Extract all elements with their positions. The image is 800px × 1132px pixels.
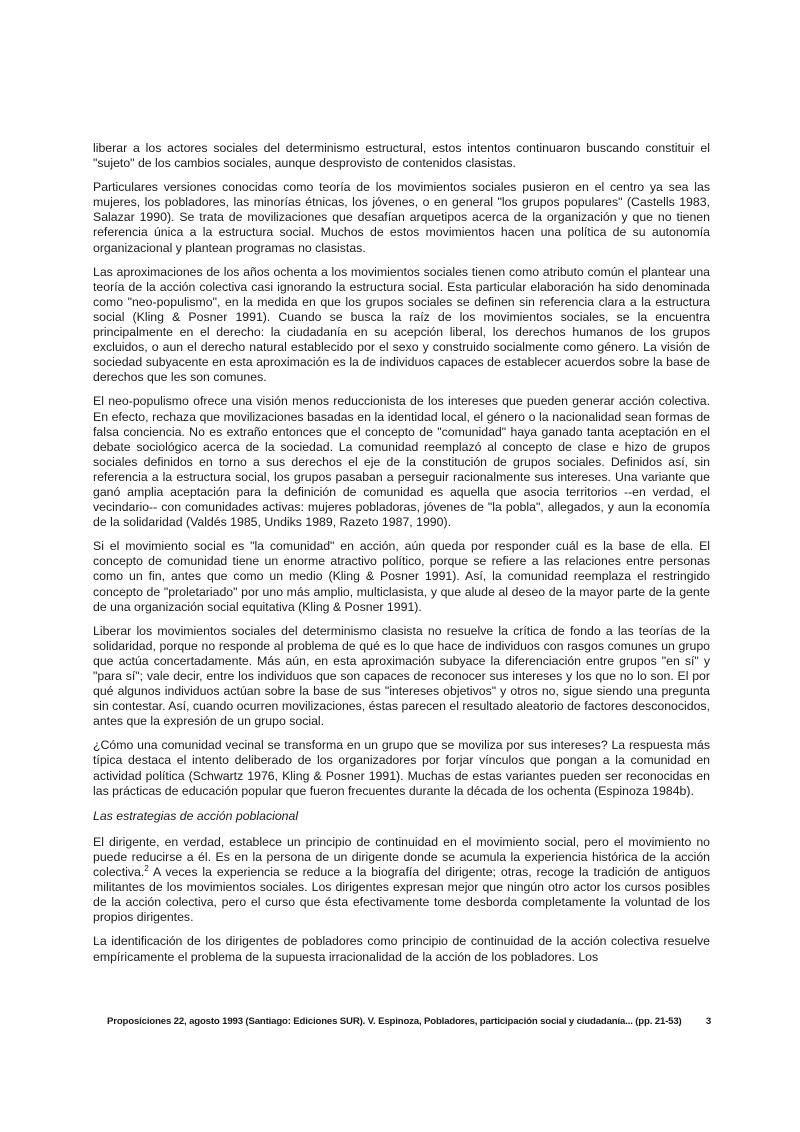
paragraph-9: La identificación de los dirigentes de pobladores como principio de continuidad de la acción colectiva resuelve empíricamente el problema de la supuesta irracionalidad de la acción de los pobladores. Los <box>93 934 710 964</box>
paragraph-5: Si el movimiento social es "la comunidad" en acción, aún queda por responder cuál es la base de ella. El concepto de comunidad tiene un enorme atractivo político, porque se refiere a las relaciones entre personas como un fin, antes que como un medio (Kling & Posner 1991). Así, la comunidad reemplaza el restringido concepto de "proletariado" por uno más amplio, multiclasista, y que alude al deseo de la mayor parte de la gente de una organización social equitativa (Kling & Posner 1991). <box>93 539 710 614</box>
page-footer <box>107 1016 711 1027</box>
paragraph-8-text-start: El dirigente, en verdad, establece un principio de continuidad en el movimiento social, pero el movimiento no puede reducirse a él. Es en la persona de un dirigente donde se acumula la experiencia histórica de la acción colectiva. <box>93 834 710 880</box>
paragraph-6: Liberar los movimientos sociales del determinismo clasista no resuelve la crítica de fondo a las teorías de la solidaridad, porque no responde al problema de qué es lo que hace de individuos con rasgos comunes un grupo que actúa concertadamente. Más aún, en esta aproximación subyace la diferenciación entre grupos "en sí" y "para sí"; vale decir, entre los individuos que son capaces de reconocer sus intereses y los que no lo son. El por qué algunos individuos actúan sobre la base de sus "intereses objetivos" y otros no, sigue siendo una pregunta sin contestar. Así, cuando ocurren movilizaciones, éstas parecen el resultado aleatorio de factores desconocidos, antes que la expresión de un grupo social. <box>93 623 710 729</box>
paragraph-8 <box>93 835 710 926</box>
footnote-marker[interactable]: 2 <box>144 863 149 873</box>
page-number: 3 <box>705 1016 711 1027</box>
paragraph-1: liberar a los actores sociales del determinismo estructural, estos intentos continuaron buscando constituir el "sujeto" de los cambios sociales, aunque desprovisto de contenidos clasistas. <box>93 141 710 171</box>
paragraph-7: ¿Cómo una comunidad vecinal se transforma en un grupo que se moviliza por sus intereses? La respuesta más típica destaca el intento deliberado de los organizadores por forjar vínculos que pongan a la comunidad en actividad política (Schwartz 1976, Kling & Posner 1991). Muchas de estas variantes pueden ser reconocidas en las prácticas de educación popular que fueron frecuentes durante la década de los ochenta (Espinoza 1984b). <box>93 738 710 798</box>
paragraph-2: Particulares versiones conocidas como teoría de los movimientos sociales pusieron en el centro ya sea las mujeres, los pobladores, las minorías étnicas, los jóvenes, o en general "los grupos populares" (Castells 1983, Salazar 1990). Se trata de movilizaciones que desafían arquetipos acerca de la organización y que no tienen referencia única a la estructura social. Muchos de estos movimientos hacen una política de su autonomía organizacional y plantean programas no clasistas. <box>93 180 710 255</box>
section-heading: Las estrategias de acción poblacional <box>93 808 299 823</box>
paragraph-4: El neo-populismo ofrece una visión menos reduccionista de los intereses que pueden generar acción colectiva. En efecto, rechaza que movilizaciones basadas en la identidad local, el género o la nacionalidad sean formas de falsa conciencia. No es extraño entonces que el concepto de "comunidad" haya ganado tanta aceptación en el debate sociológico acerca de la sociedad. La comunidad reemplazó al concepto de clase e hizo de grupos sociales definidos en torno a sus derechos el eje de la constitución de grupos sociales. Definidos así, sin referencia a la estructura social, los grupos pasaban a perseguir racionalmente sus intereses. Una variante que ganó amplia aceptación para la definición de comunidad es aquella que asocia territorios --en verdad, el vecindario-- con comunidades activas: mujeres pobladoras, jóvenes de "la pobla", allegados, y aun la economía de la solidaridad (Valdés 1985, Undiks 1989, Razeto 1987, 1990). <box>93 394 710 530</box>
footer-citation: Proposiciones 22, agosto 1993 (Santiago: Ediciones SUR). V. Espinoza, Pobladores, participación social y ciudadanía... (pp. 21-53) <box>107 1016 682 1027</box>
document-body <box>93 141 710 974</box>
paragraph-8-text-end: A veces la experiencia se reduce a la biografía del dirigente; otras, recoge la tradición de antiguos militantes de los movimientos sociales. Los dirigentes expresan mejor que ningún otro actor los cursos posibles de la acción colectiva, pero el curso que ésta efectivamente tome desborda completamente la voluntad de los propios dirigentes. <box>93 865 710 925</box>
paragraph-3: Las aproximaciones de los años ochenta a los movimientos sociales tienen como atributo común el plantear una teoría de la acción colectiva casi ignorando la estructura social. Esta particular elaboración ha sido denominada como "neo-populismo", en la medida en que los grupos sociales se definen sin referencia clara a la estructura social (Kling & Posner 1991). Cuando se busca la raíz de los movimientos sociales, se la encuentra principalmente en el derecho: la ciudadanía en su acepción liberal, los derechos humanos de los grupos excluidos, o aun el derecho natural establecido por el sexo y construido socialmente como género. La visión de sociedad subyacente en esta aproximación es la de individuos capaces de establecer acuerdos sobre la base de derechos que les son comunes. <box>93 264 710 385</box>
